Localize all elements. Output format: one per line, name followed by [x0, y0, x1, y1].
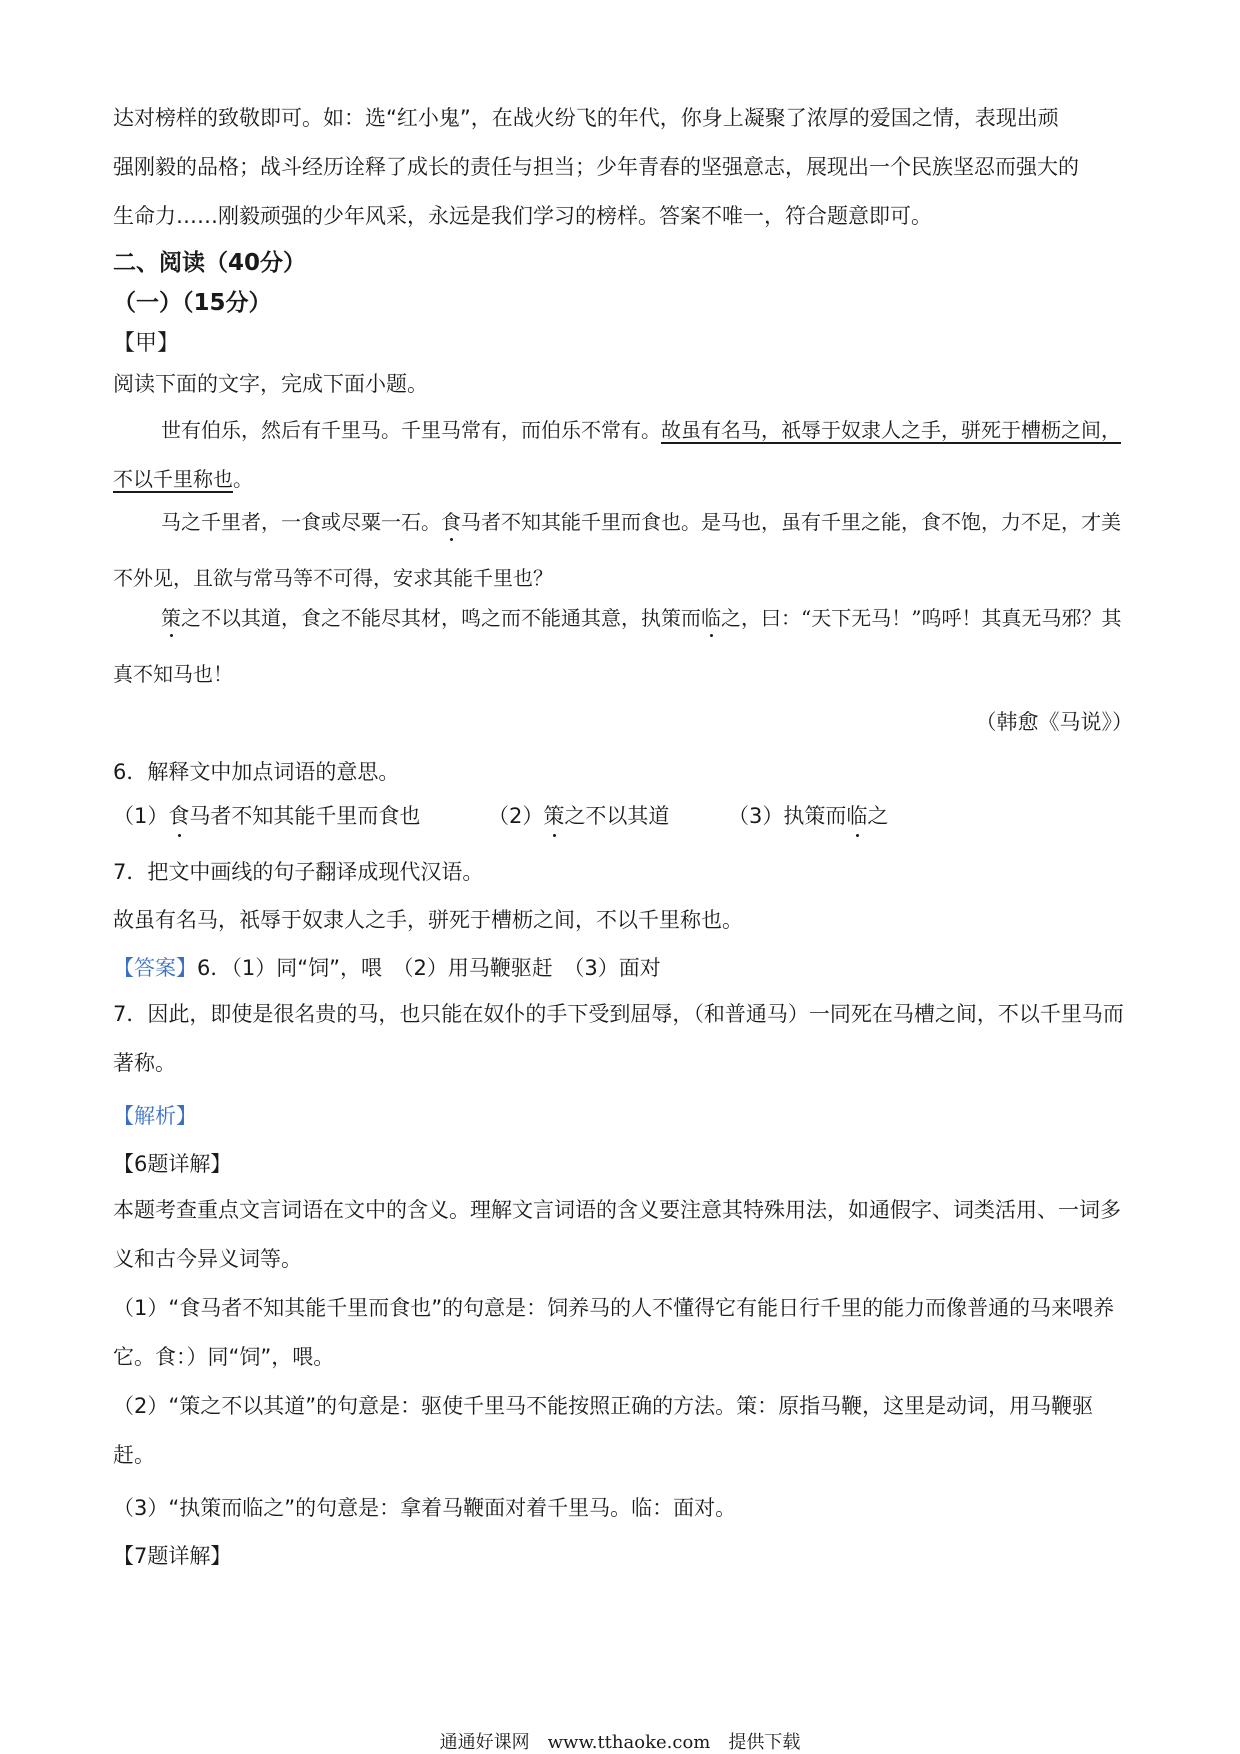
reading-instruction: 阅读下面的文字，完成下面小题。: [113, 372, 428, 396]
subsection-title: （一）（15分）: [113, 290, 272, 316]
label-jia: 【甲】: [113, 331, 180, 356]
intro-paragraph: [113, 94, 1133, 241]
q6-items: [113, 800, 1133, 830]
q6-prompt: 6．解释文中加点词语的意思。: [113, 760, 400, 784]
answer-line: [113, 952, 1133, 982]
section-title: 二、阅读（40分）: [113, 250, 307, 276]
q7-sentence: 故虽有名马，祇辱于奴隶人之手，骈死于槽枥之间，不以千里称也。: [113, 908, 743, 932]
answer-q6: 6．（1）同“饲”，喂 （2）用马鞭驱赶 （3）面对: [197, 956, 661, 980]
intro-line-2: 强刚毅的品格；战斗经历诠释了成长的责任与担当；少年青春的坚强意志，展现出一个民族坚忍而强大的: [113, 155, 1079, 179]
passage-p3-a: 之不以其道，食之不能尽其材，鸣之而不能通其意，执策而: [181, 606, 701, 630]
passage-paragraph-3: [113, 590, 1133, 702]
answer-q7: 7．因此，即使是很名贵的马，也只能在奴仆的手下受到屈辱，（和普通马）一同死在马槽之间，不以千里马而著称。: [113, 1002, 1124, 1075]
q6-detail-title: 【6题详解】: [113, 1152, 232, 1176]
analysis-label: 【解析】: [113, 1104, 197, 1128]
page-footer: 通通好课网 www.tthaoke.com 提供下载: [439, 1732, 801, 1753]
q7-prompt: 7．把文中画线的句子翻译成现代汉语。: [113, 860, 484, 884]
intro-line-1: 达对榜样的致敬即可。如：选“红小鬼”，在战火纷飞的年代，你身上凝聚了浓厚的爱国之情，表现出顽: [113, 106, 1059, 130]
dotted-word-shi: 食: [441, 510, 461, 534]
answer-label: 【答案】: [113, 956, 197, 980]
passage-source: （韩愈《马说》）: [975, 710, 1133, 734]
intro-line-3: 生命力……刚毅顽强的少年风采，永远是我们学习的榜样。答案不唯一，符合题意即可。: [113, 204, 932, 228]
dotted-word-lin: 临: [701, 606, 721, 630]
passage-paragraph-1: [113, 406, 1133, 504]
analysis-intro: 本题考查重点文言词语在文中的含义。理解文言词语的含义要注意其特殊用法，如通假字、词类活用、一词多义和古今异义词等。: [113, 1198, 1121, 1271]
passage-p2-a: 马之千里者，一食或尽粟一石。: [161, 510, 441, 534]
dotted-word-ce: 策: [161, 606, 181, 630]
q7-detail-title: 【7题详解】: [113, 1544, 232, 1568]
analysis-item-3: （3）“执策而临之”的句意是：拿着马鞭面对着千里马。临：面对。: [113, 1496, 737, 1520]
q6-item-3: （3）执策而临之: [728, 800, 888, 830]
passage-p1-plain: 世有伯乐，然后有千里马。千里马常有，而伯乐不常有。: [161, 418, 661, 442]
q6-item-1: （1）食马者不知其能千里而食也: [113, 800, 488, 830]
q6-dotted-ce: 策: [543, 800, 564, 830]
analysis-item-1: （1）“食马者不知其能千里而食也”的句意是：饲养马的人不懂得它有能日行千里的能力而像普通的马来喂养它。食：）同“饲”，喂。: [113, 1296, 1115, 1369]
underlined-sentence: 故虽有名马，祇辱于奴隶人之手，骈死于槽枥之间，不以千里称也: [113, 418, 1121, 491]
q6-item-2: （2）策之不以其道: [488, 800, 728, 830]
analysis-item-2: （2）“策之不以其道”的句意是：驱使千里马不能按照正确的方法。策：原指马鞭，这里是动词，用马鞭驱赶。: [113, 1394, 1094, 1467]
passage-p2-b: 马者不知其能千里而食也。是马也，虽有千里之能，食不饱，力不足，才美不外见，且欲与常马等不可得，安求其能千里也？: [113, 510, 1121, 590]
passage-p1-end: 。: [233, 467, 253, 491]
q6-dotted-shi: 食: [168, 800, 189, 830]
passage-p3-b: 之，曰：“天下无马！”呜呼！其真无马邪？其真不知马也！: [113, 606, 1122, 686]
q6-dotted-lin: 临: [846, 800, 867, 830]
